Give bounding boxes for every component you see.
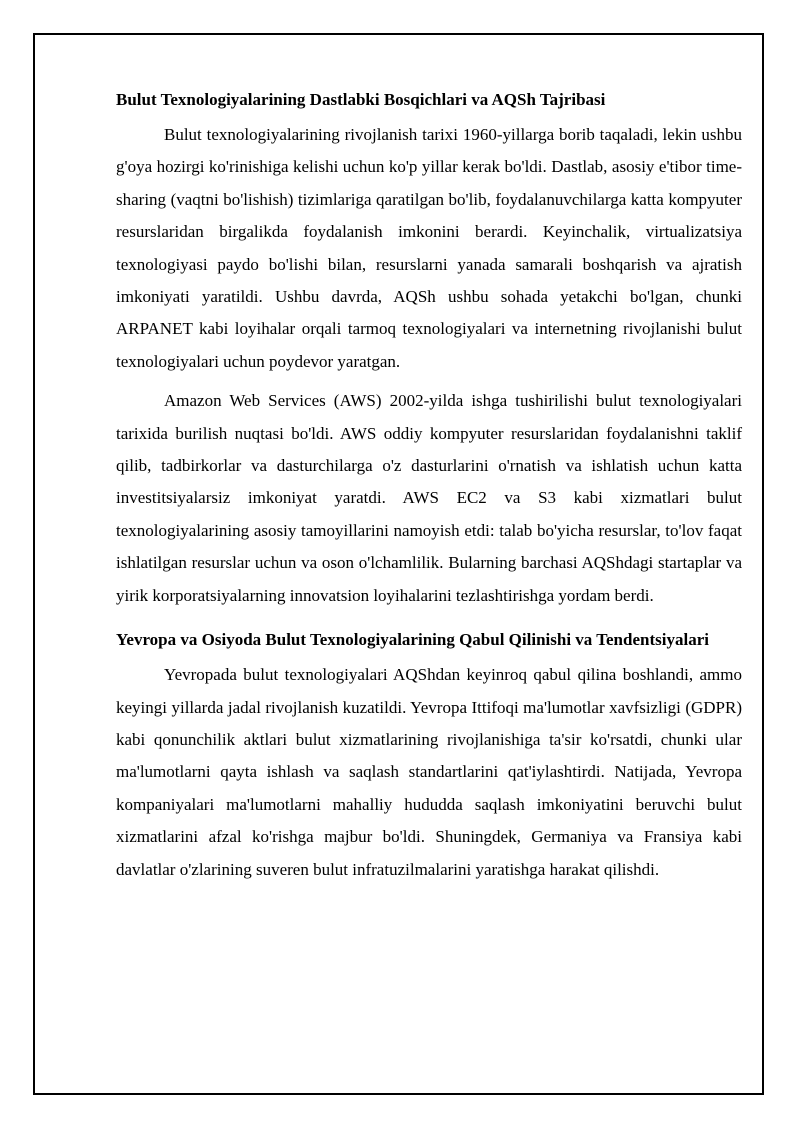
- document-body: [116, 84, 742, 893]
- paragraph-early-history: Bulut texnologiyalarining rivojlanish tarixi 1960-yillarga borib taqaladi, lekin ushbu g'oya hozirgi ko'rinishiga kelishi uchun ko'p yillar kerak bo'ldi. Dastlab, asosiy e'tibor time-sharing (vaqtni bo'lishish) tizimlariga qaratilgan bo'lib, foydalanuvchilarga katta kompyuter resurslaridan birgalikda foydalanish imkonini berardi. Keyinchalik, virtualizatsiya texnologiyasi paydo bo'lishi bilan, resurslarni yanada samarali boshqarish va ajratish imkoniyati yaratildi. Ushbu davrda, AQSh ushbu sohada yetakchi bo'lgan, chunki ARPANET kabi loyihalar orqali tarmoq texnologiyalari va internetning rivojlanishi bulut texnologiyalari uchun poydevor yaratgan.: [116, 125, 742, 371]
- paragraph-aws-launch: Amazon Web Services (AWS) 2002-yilda ishga tushirilishi bulut texnologiyalari tarixida burilish nuqtasi bo'ldi. AWS oddiy kompyuter resurslaridan foydalanishni taklif qilib, tadbirkorlar va dasturchilarga o'z dasturlarini o'rnatish va ishlatish uchun katta investitsiyalarsiz imkoniyat yaratdi. AWS EC2 va S3 kabi xizmatlari bulut texnologiyalarining asosiy tamoyillarini namoyish etdi: talab bo'yicha resurslar, to'lov faqat ishlatilgan resurslar uchun va oson o'lchamlilik. Bularning barchasi AQShdagi startaplar va yirik korporatsiyalarning innovatsion loyihalarini tezlashtirishga yordam berdi.: [116, 391, 742, 605]
- section-heading-europe-asia: Yevropa va Osiyoda Bulut Texnologiyalarining Qabul Qilinishi va Tendentsiyalari: [116, 630, 709, 650]
- paragraph-europe-adoption: Yevropada bulut texnologiyalari AQShdan keyinroq qabul qilina boshlandi, ammo keyingi yillarda jadal rivojlanish kuzatildi. Yevropa Ittifoqi ma'lumotlar xavfsizligi (GDPR) kabi qonunchilik aktlari bulut xizmatlarining rivojlanishiga ta'sir ko'rsatdi, chunki ular ma'lumotlarni qayta ishlash va saqlash standartlarini qat'iylashtirdi. Natijada, Yevropa kompaniyalari ma'lumotlarni mahalliy hududda saqlash imkoniyatini beruvchi bulut xizmatlarini afzal ko'rishga majbur bo'ldi. Shuningdek, Germaniya va Fransiya kabi davlatlar o'zlarining suveren bulut infratuzilmalarini yaratishga harakat qilishdi.: [116, 665, 742, 879]
- section-heading-us-experience: Bulut Texnologiyalarining Dastlabki Bosqichlari va AQSh Tajribasi: [116, 90, 606, 109]
